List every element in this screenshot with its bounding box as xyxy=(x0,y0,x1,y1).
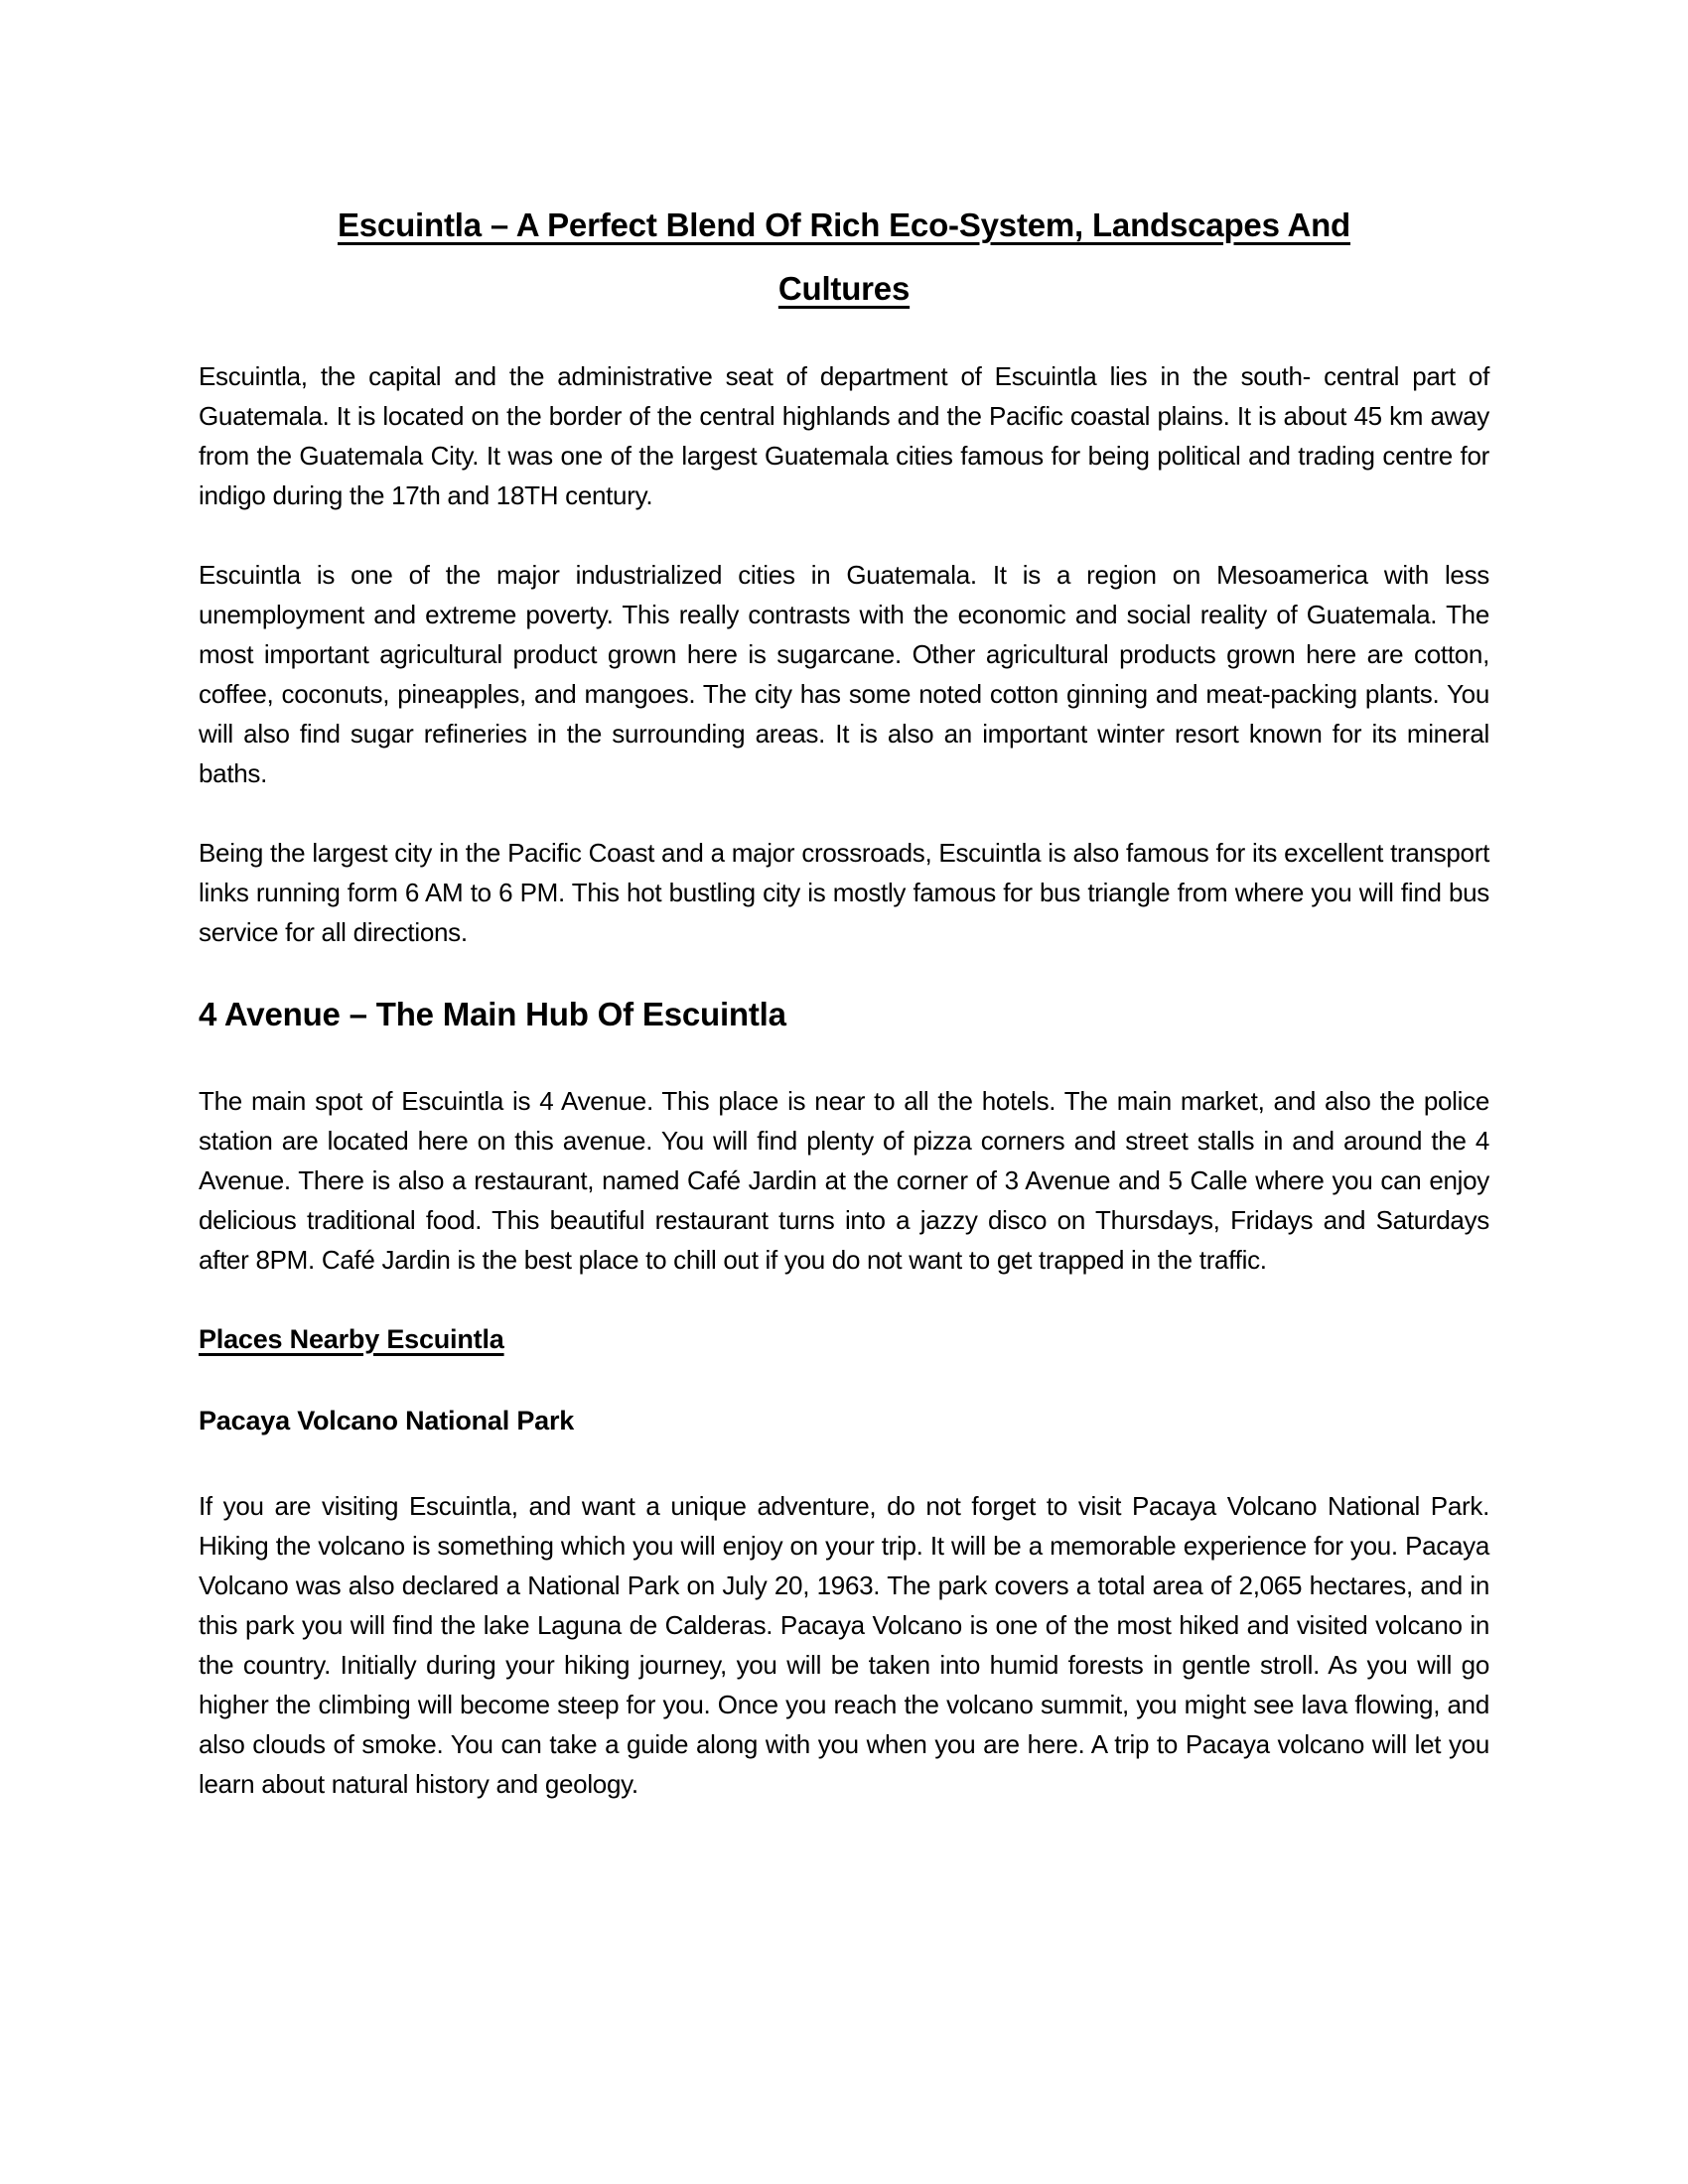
paragraph-intro-location: Escuintla, the capital and the administrative seat of department of Escuintla lies in the south- central part of Guatemala. It is located on the border of the central highlands and the Pacific coastal plains. It is about 45 km away from the Guatemala City. It was one of the largest Guatemala cities famous for being political and trading centre for indigo during the 17th and 18TH century. xyxy=(199,361,1489,510)
paragraph-pacaya-volcano: If you are visiting Escuintla, and want a unique adventure, do not forget to visit Pacaya Volcano National Park. Hiking the volcano is something which you will enjoy on your trip. It will be a memorable experience for you. Pacaya Volcano was also declared a National Park on July 20, 1963. The park covers a total area of 2,065 hectares, and in this park you will find the lake Laguna de Calderas. Pacaya Volcano is one of the most hiked and visited volcano in the country. Initially during your hiking journey, you will be taken into humid forests in gentle stroll. As you will go higher the climbing will become steep for you. Once you reach the volcano summit, you might see lava flowing, and also clouds of smoke. You can take a guide along with you when you are here. A trip to Pacaya volcano will let you learn about natural history and geology. xyxy=(199,1491,1489,1799)
paragraph-transport: Being the largest city in the Pacific Coast and a major crossroads, Escuintla is also famous for its excellent transport links running form 6 AM to 6 PM. This hot bustling city is mostly famous for bus triangle from where you will find bus service for all directions. xyxy=(199,838,1489,947)
section-heading-4-avenue: 4 Avenue – The Main Hub Of Escuintla xyxy=(199,996,786,1032)
paragraph-4-avenue: The main spot of Escuintla is 4 Avenue. This place is near to all the hotels. The main market, and also the police station are located here on this avenue. You will find plenty of pizza corners and street stalls in and around the 4 Avenue. There is also a restaurant, named Café Jardin at the corner of 3 Avenue and 5 Calle where you can enjoy delicious traditional food. This beautiful restaurant turns into a jazzy disco on Thursdays, Fridays and Saturdays after 8PM. Café Jardin is the best place to chill out if you do not want to get trapped in the traffic. xyxy=(199,1086,1489,1275)
subsection-heading-pacaya-volcano: Pacaya Volcano National Park xyxy=(199,1406,575,1435)
section-heading-places-nearby: Places Nearby Escuintla xyxy=(199,1324,504,1354)
paragraph-industry-agriculture: Escuintla is one of the major industrialized cities in Guatemala. It is a region on Mesoamerica with less unemployment and extreme poverty. This really contrasts with the economic and social reality of Guatemala. The most important agricultural product grown here is sugarcane. Other agricultural products grown here are cotton, coffee, coconuts, pineapples, and mangoes. The city has some noted cotton ginning and meat-packing plants. You will also find sugar refineries in the surrounding areas. It is also an important winter resort known for its mineral baths. xyxy=(199,560,1489,788)
document-title: Escuintla – A Perfect Blend Of Rich Eco-System, Landscapes And Cultures xyxy=(337,206,1351,307)
